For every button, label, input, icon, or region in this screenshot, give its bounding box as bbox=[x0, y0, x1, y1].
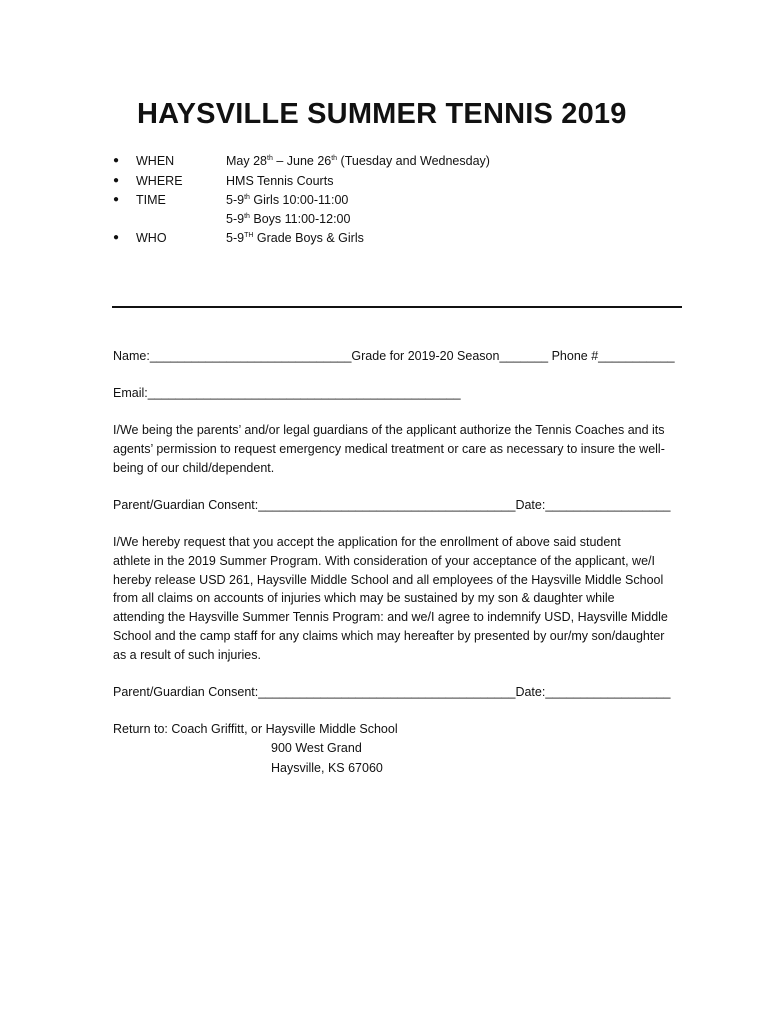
when-value: May 28th – June 26th (Tuesday and Wednesday) bbox=[226, 154, 490, 168]
bullet-icon: ● bbox=[113, 194, 120, 205]
page-title: HAYSVILLE SUMMER TENNIS 2019 bbox=[137, 98, 627, 130]
bullet-icon: ● bbox=[113, 232, 120, 243]
time-label: TIME bbox=[136, 193, 166, 207]
bullet-icon: ● bbox=[113, 155, 120, 166]
name-grade-phone-line[interactable]: Name:_____________________________Grade for 2019-20 Season_______ Phone #___________ bbox=[113, 349, 675, 363]
address-city: Haysville, KS 67060 bbox=[271, 761, 383, 775]
who-label: WHO bbox=[136, 231, 167, 245]
parent-consent-signature-line-1[interactable]: Parent/Guardian Consent:_____________________________________Date:__________________ bbox=[113, 498, 671, 512]
bullet-icon: ● bbox=[113, 175, 120, 186]
release-paragraph: I/We hereby request that you accept the application for the enrollment of above said student athlete in the 2019 Summer Program. With consideration of your acceptance of the applicant, we/I hereby release USD 261, Haysville Middle School and all employees of the Haysville Middle School from all claims on accounts of injuries which may be sustained by my son & daughter while attending the Haysville Summer Tennis Program: and we/I agree to indemnify USD, Haysville Middle School and the camp staff for any claims which may hereafter by presented by our/my son/daughter as a result of such injuries. bbox=[113, 535, 668, 662]
when-label: WHEN bbox=[136, 154, 175, 168]
medical-consent-paragraph: I/We being the parents’ and/or legal guardians of the applicant authorize the Tennis Coaches and its agents’ permission to request emergency medical treatment or care as necessary to insure the well- being of our child/dependent. bbox=[113, 423, 665, 475]
who-value: 5-9TH Grade Boys & Girls bbox=[226, 231, 364, 245]
where-value: HMS Tennis Courts bbox=[226, 174, 334, 188]
divider bbox=[112, 306, 682, 308]
address-street: 900 West Grand bbox=[271, 741, 362, 755]
email-line[interactable]: Email:_____________________________________________ bbox=[113, 386, 461, 400]
time-girls-value: 5-9th Girls 10:00-11:00 bbox=[226, 193, 349, 207]
return-to-line: Return to: Coach Griffitt, or Haysville Middle School bbox=[113, 722, 398, 736]
where-label: WHERE bbox=[136, 174, 183, 188]
parent-consent-signature-line-2[interactable]: Parent/Guardian Consent:_____________________________________Date:__________________ bbox=[113, 685, 671, 699]
time-boys-value: 5-9th Boys 11:00-12:00 bbox=[226, 212, 351, 226]
